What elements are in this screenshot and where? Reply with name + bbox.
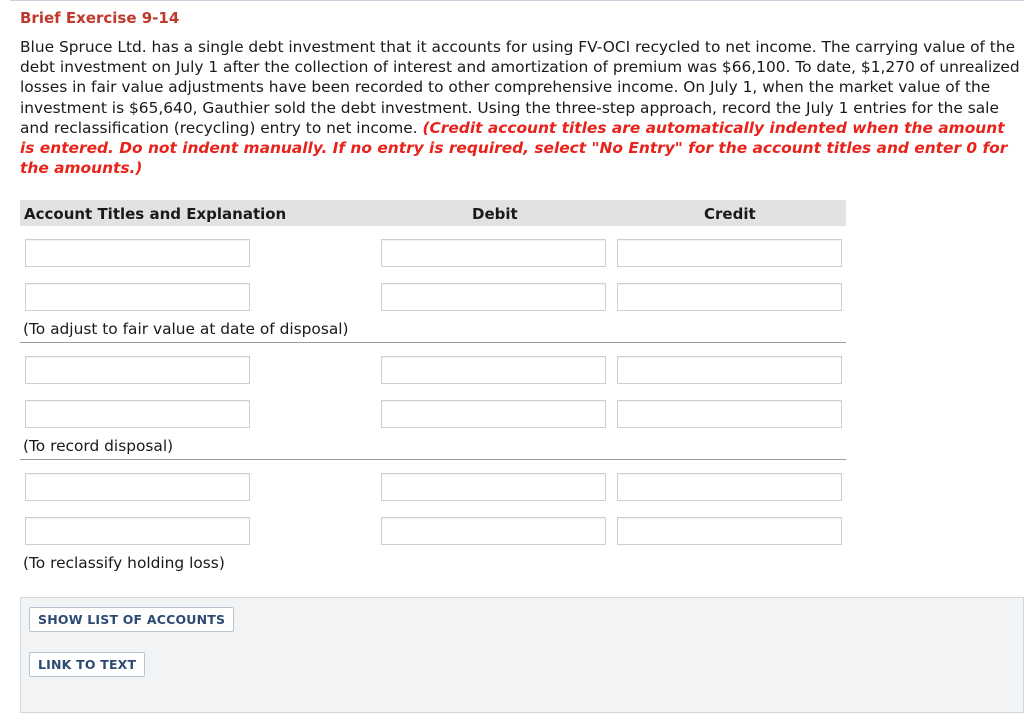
entry1-line1-account-input[interactable] — [25, 239, 250, 267]
entry3-line1-credit-input[interactable] — [617, 473, 842, 501]
entry1-line2-credit-input[interactable] — [617, 283, 842, 311]
entry3-line1-debit-input[interactable] — [381, 473, 606, 501]
entry3-line2-debit-input[interactable] — [381, 517, 606, 545]
entry3-line2-credit-input[interactable] — [617, 517, 842, 545]
entry2-line2-credit-input[interactable] — [617, 400, 842, 428]
journal-table-header — [20, 200, 846, 226]
entry2-line2-account-input[interactable] — [25, 400, 250, 428]
entry3-explanation: (To reclassify holding loss) — [23, 554, 225, 572]
entry1-line2-debit-input[interactable] — [381, 283, 606, 311]
credit-header: Credit — [704, 205, 756, 223]
entry2-line1-credit-input[interactable] — [617, 356, 842, 384]
account-titles-header: Account Titles and Explanation — [24, 205, 287, 223]
entry1-line1-debit-input[interactable] — [381, 239, 606, 267]
entry1-line1-credit-input[interactable] — [617, 239, 842, 267]
entry2-explanation: (To record disposal) — [20, 432, 846, 460]
entry3-line1-account-input[interactable] — [25, 473, 250, 501]
entry2-line1-account-input[interactable] — [25, 356, 250, 384]
instructions-text: (Credit account titles are automatically indented when the amount is entered. Do not indent manually. If no entry is required, select "No Entry" for the account titles and enter 0 for the amounts.) — [20, 118, 1008, 178]
problem-text: Blue Spruce Ltd. has a single debt investment that it accounts for using FV-OCI recycled to net income. The carrying value of the debt investment on July 1 after the collection of interest and amortization of premium was $66,100. To date, $1,270 of unrealized losses in fair value adjustments have been recorded to other comprehensive income. On July 1, when the market value of the investment is $65,640, Gauthier sold the debt investment. Using the three-step approach, record the July 1 entries for the sale and reclassification (recycling) entry to net income. — [20, 38, 1020, 137]
problem-statement — [20, 37, 1020, 178]
entry2-line1-debit-input[interactable] — [381, 356, 606, 384]
entry2-line2-debit-input[interactable] — [381, 400, 606, 428]
show-list-of-accounts-button[interactable]: SHOW LIST OF ACCOUNTS — [29, 607, 234, 632]
entry1-explanation: (To adjust to fair value at date of disposal) — [20, 315, 846, 343]
top-border — [10, 0, 1024, 1]
entry1-line2-account-input[interactable] — [25, 283, 250, 311]
link-to-text-button[interactable]: LINK TO TEXT — [29, 652, 145, 677]
debit-header: Debit — [472, 205, 518, 223]
entry3-line2-account-input[interactable] — [25, 517, 250, 545]
exercise-title: Brief Exercise 9-14 — [20, 9, 180, 27]
